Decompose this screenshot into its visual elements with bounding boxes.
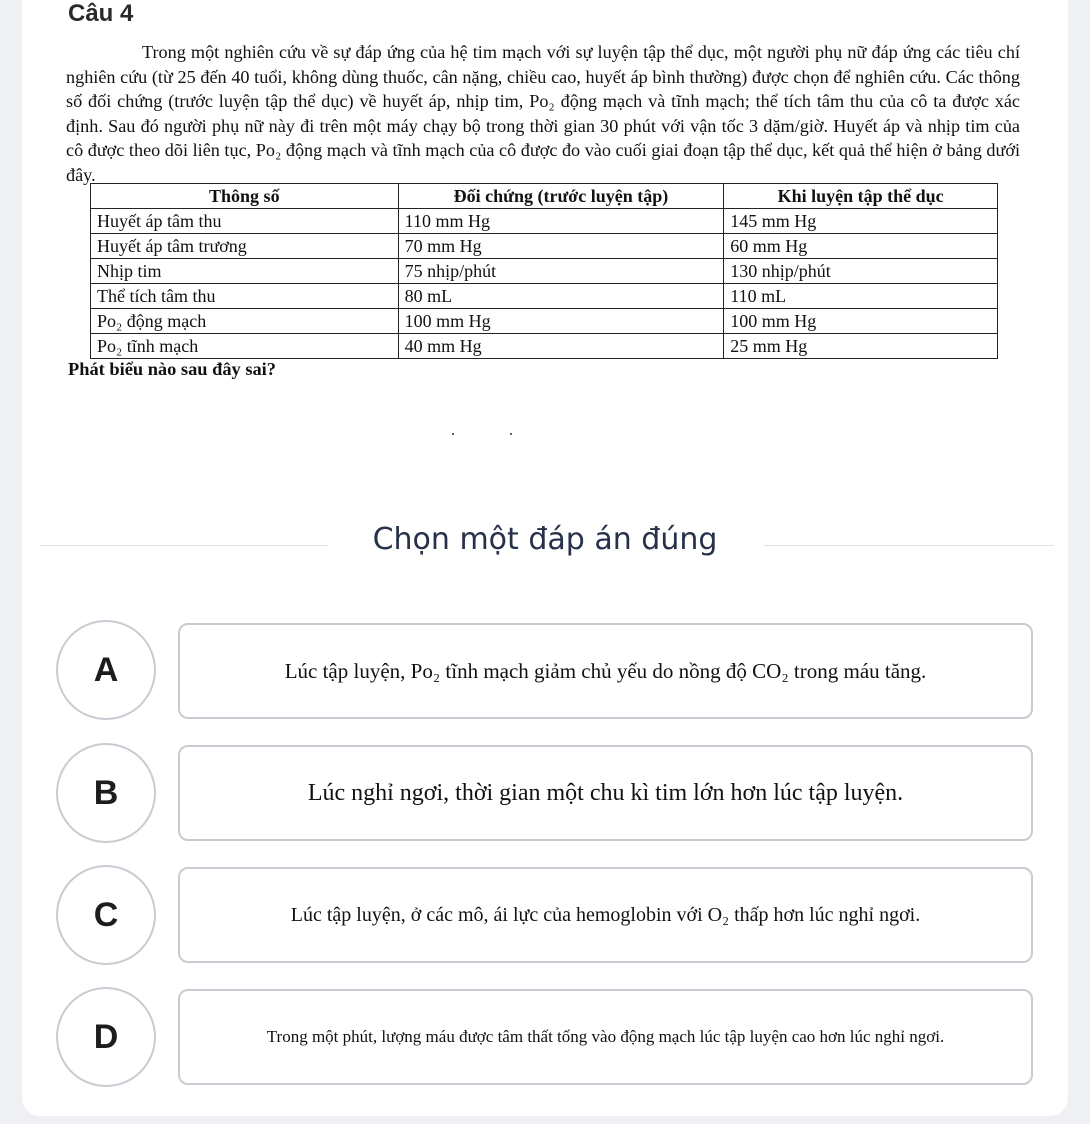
- table-cell: 130 nhịp/phút: [724, 259, 998, 284]
- table-cell: Po₂ tĩnh mạch: [91, 334, 399, 359]
- table-cell: 110 mL: [724, 284, 998, 309]
- option-b-letter[interactable]: B: [56, 743, 156, 843]
- option-d-letter[interactable]: D: [56, 987, 156, 1087]
- option-b-text: Lúc nghỉ ngơi, thời gian một chu kì tim lớn hơn lúc tập luyện.: [307, 779, 904, 806]
- table-cell: 75 nhịp/phút: [398, 259, 724, 284]
- stray-mark: [510, 433, 512, 435]
- table-cell: Thể tích tâm thu: [91, 284, 399, 309]
- table-header-cell: Thông số: [91, 184, 399, 209]
- option-a-button[interactable]: [178, 623, 1033, 719]
- table-cell: Huyết áp tâm trương: [91, 234, 399, 259]
- table-row: [91, 259, 998, 284]
- question-text: Trong một nghiên cứu về sự đáp ứng của hệ tim mạch với sự luyện tập thể dục, một người phụ nữ đáp ứng các tiêu chí nghiên cứu (từ 25 đến 40 tuổi, không dùng thuốc, cân nặng, chiều cao, huyết áp bình thường) được chọn để nghiên cứu. Các thông số đối chứng (trước luyện tập thể dục) về huyết áp, nhịp tim, Po₂ động mạch và tĩnh mạch; thể tích tâm thu của cô ta được xác định. Sau đó người phụ nữ này đi trên một máy chạy bộ trong thời gian 30 phút với vận tốc 3 dặm/giờ. Huyết áp và nhịp tim của cô được theo dõi liên tục, Po₂ động mạch và tĩnh mạch của cô được đo vào cuối giai đoạn tập thể dục, kết quả thể hiện ở bảng dưới đây.: [66, 42, 1020, 185]
- option-c-button[interactable]: [178, 867, 1033, 963]
- table-cell: 110 mm Hg: [398, 209, 724, 234]
- choose-prompt: Chọn một đáp án đúng: [372, 522, 718, 557]
- stray-mark: [452, 433, 454, 435]
- data-table: [90, 183, 998, 359]
- option-c-letter[interactable]: C: [56, 865, 156, 965]
- table-cell: 25 mm Hg: [724, 334, 998, 359]
- option-d-button[interactable]: [178, 989, 1033, 1085]
- table-row: [91, 284, 998, 309]
- option-d-text: Trong một phút, lượng máu được tâm thất tống vào động mạch lúc tập luyện cao hơn lúc nghỉ ngơi.: [266, 1027, 945, 1046]
- table-cell: Huyết áp tâm thu: [91, 209, 399, 234]
- table-row: [91, 234, 998, 259]
- table-cell: 70 mm Hg: [398, 234, 724, 259]
- option-a-text: Lúc tập luyện, Po₂ tĩnh mạch giảm chủ yếu do nồng độ CO₂ trong máu tăng.: [284, 658, 927, 683]
- table-header-cell: Khi luyện tập thể dục: [724, 184, 998, 209]
- option-b-button[interactable]: [178, 745, 1033, 841]
- table-row: [91, 334, 998, 359]
- table-row: [91, 309, 998, 334]
- question-paragraph: [66, 40, 1020, 188]
- table-cell: 40 mm Hg: [398, 334, 724, 359]
- table-cell: 100 mm Hg: [398, 309, 724, 334]
- option-c-text: Lúc tập luyện, ở các mô, ái lực của hemoglobin với O₂ thấp hơn lúc nghỉ ngơi.: [290, 903, 921, 926]
- table-cell: Nhịp tim: [91, 259, 399, 284]
- table-header-cell: Đối chứng (trước luyện tập): [398, 184, 724, 209]
- question-title: Câu 4: [68, 0, 134, 27]
- table-cell: Po₂ động mạch: [91, 309, 399, 334]
- table-cell: 100 mm Hg: [724, 309, 998, 334]
- table-row: [91, 209, 998, 234]
- table-cell: 60 mm Hg: [724, 234, 998, 259]
- option-a-letter[interactable]: A: [56, 620, 156, 720]
- table-cell: 145 mm Hg: [724, 209, 998, 234]
- question-ask: Phát biểu nào sau đây sai?: [68, 359, 276, 379]
- table-header-row: [91, 184, 998, 209]
- table-cell: 80 mL: [398, 284, 724, 309]
